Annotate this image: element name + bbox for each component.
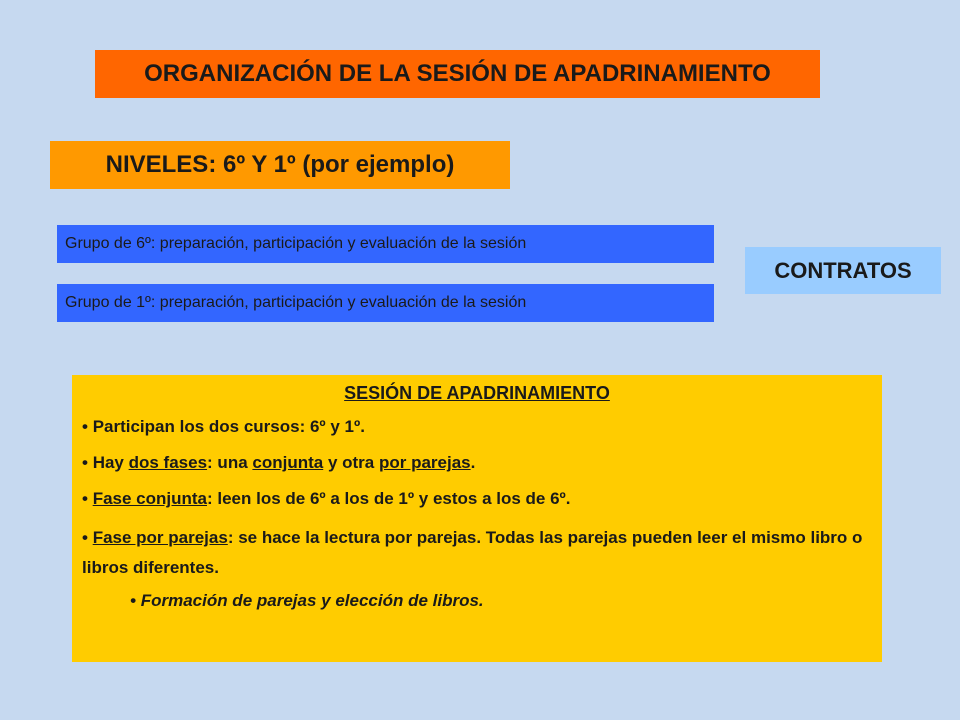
bullet-text: Participan los dos cursos: 6º y 1º.	[92, 417, 365, 436]
bullet-text: : leen los de 6º a los de 1º y estos a los de 6º.	[207, 489, 571, 508]
bullet-text: : una	[207, 453, 253, 472]
sub-bullet-pairs	[82, 589, 872, 613]
group-6-box: Grupo de 6º: preparación, participación y evaluación de la sesión	[57, 225, 714, 263]
page-title: ORGANIZACIÓN DE LA SESIÓN DE APADRINAMIENTO	[95, 50, 820, 98]
underlined-text: conjunta	[252, 453, 324, 472]
bullet-text: : se hace la lectura por parejas. Todas las parejas pueden leer el mismo libro o libros diferentes.	[82, 528, 863, 577]
session-box	[72, 375, 882, 662]
group-1-box: Grupo de 1º: preparación, participación y evaluación de la sesión	[57, 284, 714, 322]
underlined-text: dos fases	[128, 453, 208, 472]
levels-heading: NIVELES: 6º Y 1º (por ejemplo)	[50, 141, 510, 189]
bullet-participants	[82, 415, 872, 439]
bullet-icon: •	[82, 489, 88, 508]
contracts-box: CONTRATOS	[745, 247, 941, 294]
bullet-icon: •	[82, 528, 88, 547]
bullet-phases	[82, 451, 872, 475]
sub-bullet-text: Formación de parejas y elección de libros.	[140, 591, 484, 610]
session-title: SESIÓN DE APADRINAMIENTO	[344, 383, 610, 403]
bullet-joint-phase	[82, 487, 872, 511]
bullet-icon: •	[82, 417, 88, 436]
bullet-icon: •	[82, 453, 88, 472]
bullet-text: Hay	[92, 453, 129, 472]
bullet-pairs-phase	[82, 523, 872, 583]
underlined-text: Fase por parejas	[92, 528, 228, 547]
bullet-text: y otra	[323, 453, 379, 472]
underlined-text: Fase conjunta	[92, 489, 207, 508]
bullet-text: .	[470, 453, 476, 472]
bullet-icon: •	[130, 591, 136, 610]
underlined-text: por parejas	[378, 453, 471, 472]
